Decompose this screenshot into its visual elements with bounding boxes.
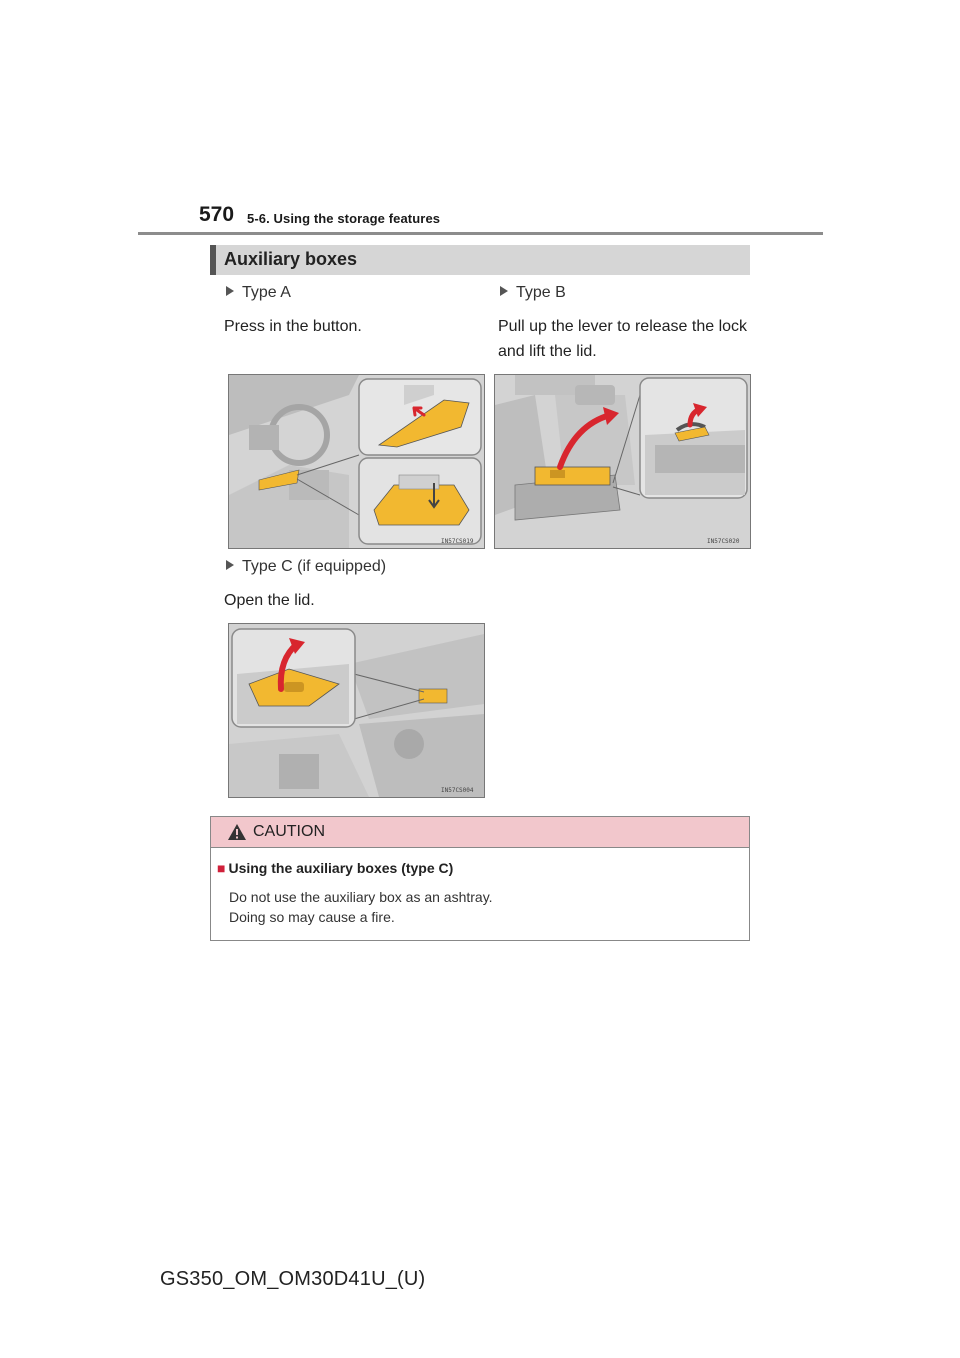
section-title: Auxiliary boxes [224,249,358,269]
type-b-instruction [498,314,747,364]
type-a-label-row [226,284,291,302]
figure-type-a [228,374,485,549]
type-c-label-row [226,558,386,576]
header-rule [138,232,823,235]
figure-type-a-id: IN57CS019 [441,538,474,545]
figure-type-a-illustration [229,375,484,548]
caution-box [210,816,750,941]
page-number: 570 [199,203,235,226]
type-b-label: Type B [516,284,566,301]
footer-doc-id: GS350_OM_OM30D41U_(U) [160,1268,426,1290]
figure-type-b [494,374,751,549]
figure-type-c-id: IN57CS004 [441,787,474,794]
caution-subheading: Using the auxiliary boxes (type C) [228,860,454,876]
caution-heading: CAUTION [253,823,325,840]
triangle-bullet-icon [500,286,508,296]
triangle-bullet-icon [226,560,234,570]
section-title-bar [210,245,750,275]
section-accent [210,245,216,275]
figure-type-b-id: IN57CS020 [707,538,740,545]
caution-text [229,887,493,927]
caution-header [211,817,749,848]
caution-subheading-row [217,860,453,876]
caution-line1: Do not use the auxiliary box as an ashtray. [229,889,493,905]
figure-type-b-illustration [495,375,750,548]
type-a-instruction: Press in the button. [224,318,362,335]
type-b-instruction-line1: Pull up the lever to release the lock [498,318,748,335]
type-b-instruction-line2: and lift the lid. [498,343,597,360]
triangle-bullet-icon [226,286,234,296]
type-a-label: Type A [242,284,291,301]
red-square-bullet-icon: ■ [217,860,226,876]
caution-line2: Doing so may cause a fire. [229,909,395,925]
section-header: 5-6. Using the storage features [247,211,441,226]
type-c-instruction: Open the lid. [224,592,315,609]
figure-type-c-illustration [229,624,484,797]
type-b-label-row [500,284,566,302]
figure-type-c [228,623,485,798]
type-c-label: Type C (if equipped) [242,558,387,575]
warning-triangle-icon [227,823,247,841]
